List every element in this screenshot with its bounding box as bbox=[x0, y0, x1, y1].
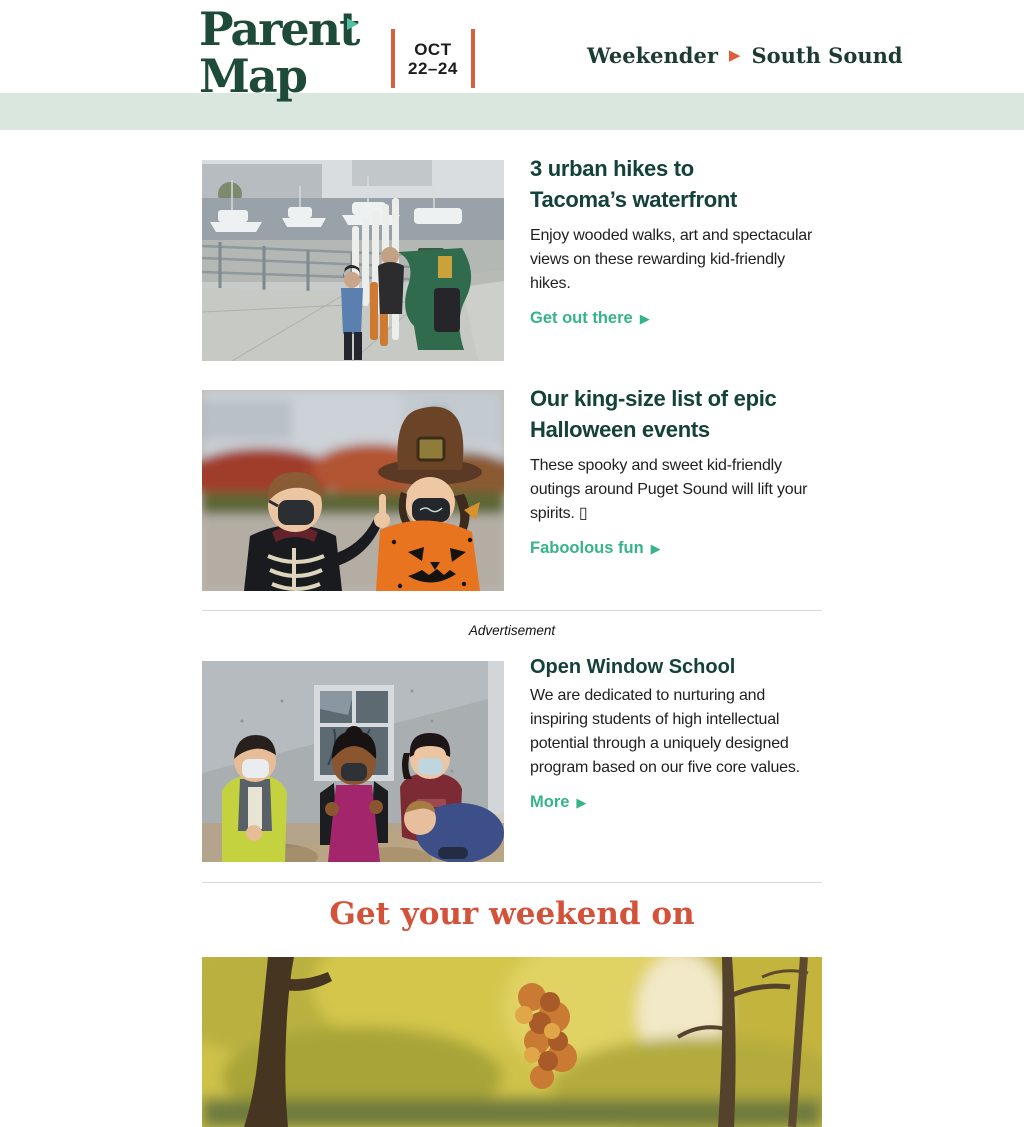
autumn-park-illustration bbox=[202, 957, 822, 1127]
advertisement-row bbox=[202, 656, 822, 862]
article1-image[interactable] bbox=[202, 160, 504, 361]
advertisement-image[interactable] bbox=[202, 661, 504, 862]
parentmap-logo[interactable] bbox=[199, 2, 359, 103]
article2-body: These spooky and sweet kid-friendly outings around Puget Sound will lift your spirits. ▯ bbox=[530, 457, 808, 522]
title-line: Our king-size list of epic bbox=[530, 386, 777, 411]
article1-title[interactable] bbox=[530, 153, 822, 215]
divider bbox=[202, 610, 822, 611]
article1-text bbox=[530, 153, 822, 361]
article2-image[interactable] bbox=[202, 390, 504, 591]
advertisement-link[interactable]: More ▶ bbox=[530, 793, 587, 811]
edition-label: Weekender bbox=[587, 43, 718, 68]
date-badge bbox=[391, 29, 475, 88]
divider bbox=[202, 882, 822, 883]
region-label: South Sound bbox=[751, 43, 903, 68]
advertisement-body: We are dedicated to nurturing and inspiring students of high intellectual potential through a uniquely designed program based on our five core values. bbox=[530, 687, 800, 776]
halloween-illustration bbox=[202, 390, 504, 591]
advertisement-text bbox=[530, 654, 822, 862]
title-line: 3 urban hikes to bbox=[530, 156, 694, 181]
edition-arrow-icon: ▶ bbox=[728, 45, 741, 64]
article2-title[interactable] bbox=[530, 383, 822, 445]
waterfront-illustration bbox=[202, 160, 504, 361]
arrow-icon: ▶ bbox=[576, 796, 587, 811]
arrow-icon: ▶ bbox=[639, 312, 650, 327]
logo-text-parent: Parent bbox=[199, 2, 359, 56]
article2-text bbox=[530, 383, 822, 591]
article1-body: Enjoy wooded walks, art and spectacular views on these rewarding kid-friendly hikes. bbox=[530, 227, 813, 292]
date-month: OCT bbox=[414, 39, 452, 59]
article2-link[interactable]: Faboolous fun ▶ bbox=[530, 539, 661, 557]
edition-banner bbox=[587, 43, 903, 68]
logo-text-map: Map bbox=[199, 49, 306, 103]
mint-band bbox=[0, 93, 1024, 130]
title-line: Tacoma’s waterfront bbox=[530, 187, 738, 212]
title-line: Halloween events bbox=[530, 417, 710, 442]
logo-accent-triangle-icon bbox=[347, 18, 358, 30]
school-illustration bbox=[202, 661, 504, 862]
date-bar-right bbox=[471, 29, 475, 88]
arrow-icon: ▶ bbox=[650, 542, 661, 557]
newsletter-body bbox=[202, 156, 822, 1127]
weekend-section-heading: Get your weekend on bbox=[329, 896, 695, 932]
weekend-image[interactable] bbox=[202, 957, 822, 1127]
advertisement-label: Advertisement bbox=[468, 623, 556, 638]
advertisement-title[interactable]: Open Window School bbox=[530, 656, 736, 678]
newsletter-header bbox=[0, 0, 1024, 130]
article1-link[interactable]: Get out there ▶ bbox=[530, 309, 650, 327]
article-row-1 bbox=[202, 156, 822, 361]
article-row-2 bbox=[202, 386, 822, 591]
date-days: 22–24 bbox=[408, 58, 458, 78]
